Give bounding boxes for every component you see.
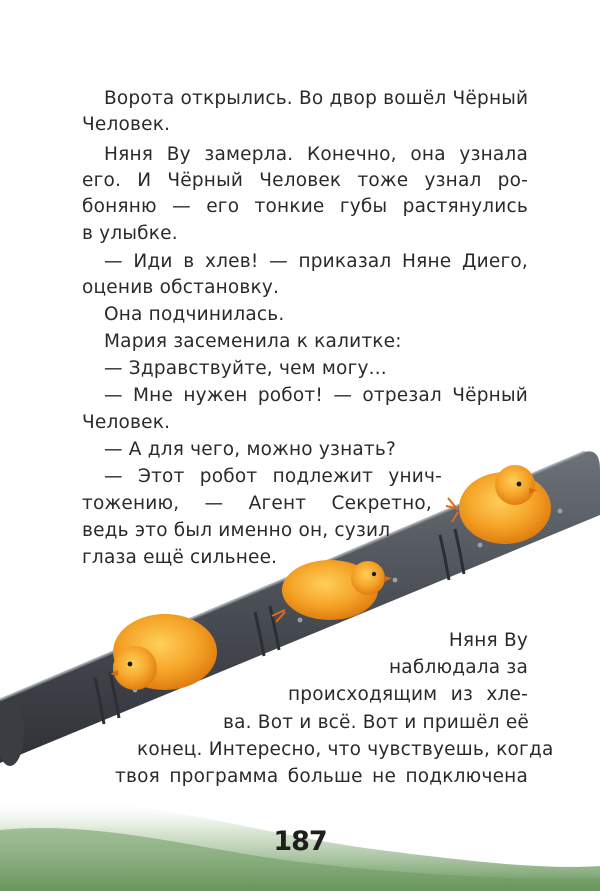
text-line-15: — Этот робот подлежит унич- <box>104 466 442 487</box>
page-number: 187 <box>273 826 327 857</box>
text-line-10: Мария засеменила к калитке: <box>104 331 402 352</box>
text-line-12: — Мне нужен робот! — отрезал Чёрный <box>104 385 528 406</box>
text-line-13: Человек. <box>82 412 171 433</box>
text-line-8: оценив обстановку. <box>82 277 280 298</box>
text-line-5: боняню — его тонкие губы растянулись <box>82 196 528 217</box>
chick-left <box>110 614 217 690</box>
text-line-17: ведь это был именно он, сузил <box>82 520 391 541</box>
text-line-7: — Иди в хлев! — приказал Няне Диего, <box>104 251 528 272</box>
text-line-18: глаза ещё сильнее. <box>82 547 278 568</box>
text-line-6: в улыбке. <box>82 223 178 244</box>
text-line-9: Она подчинилась. <box>104 304 285 325</box>
text-line-24: твоя программа больше не подключена <box>115 766 528 787</box>
text-line-2: Человек. <box>82 114 171 135</box>
text-line-4: его. И Чёрный Человек тоже узнал ро- <box>82 170 528 191</box>
text-line-11: — Здравствуйте, чем могу... <box>104 358 387 379</box>
text-line-3: Няня Ву замерла. Конечно, она узнала <box>104 144 528 165</box>
text-line-20: наблюдала за <box>389 657 528 678</box>
text-line-1: Ворота открылись. Во двор вошёл Чёрный <box>104 88 529 109</box>
text-line-14: — А для чего, можно узнать? <box>104 439 397 460</box>
text-line-19: Няня Ву <box>448 630 528 651</box>
text-line-16: тожению, — Агент Секретно, <box>82 493 432 514</box>
text-line-21: происходящим из хле- <box>288 684 528 705</box>
text-line-23: конец. Интересно, что чувствуешь, когда <box>137 739 554 760</box>
text-line-22: ва. Вот и всё. Вот и пришёл её <box>223 712 530 733</box>
